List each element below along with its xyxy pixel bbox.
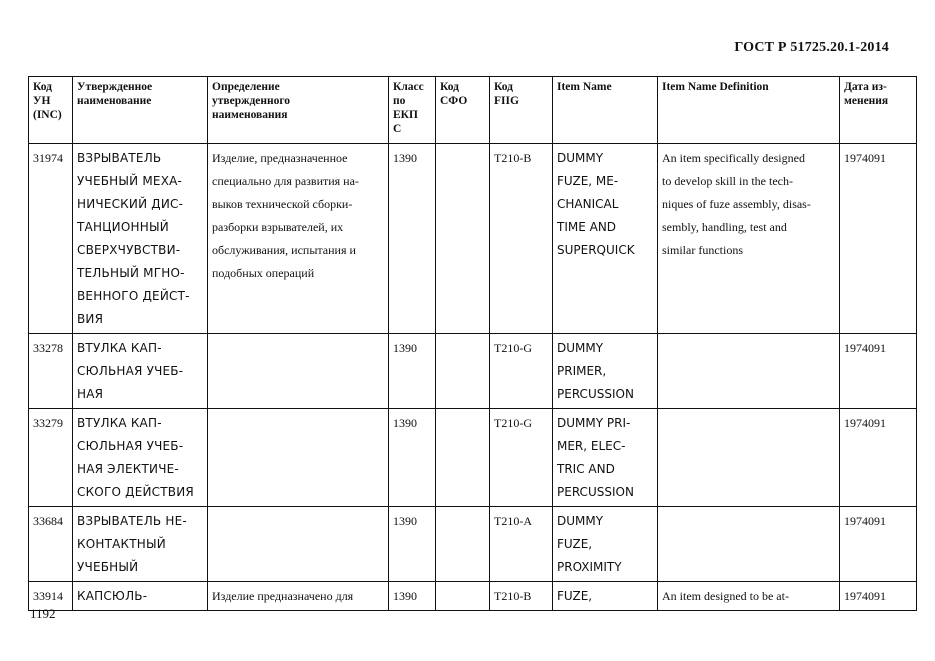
col-header-sfo: [436, 77, 490, 144]
cell-line: FUZE,: [557, 589, 593, 603]
cell-line: КАПСЮЛЬ-: [77, 589, 148, 603]
col-header-line: FIIG: [494, 95, 519, 107]
cell-line: sembly, handling, test and: [662, 220, 787, 234]
table-header-row: [29, 77, 917, 144]
cell-fiig: T210-G: [490, 334, 553, 409]
col-header-line: Определение: [212, 81, 280, 93]
cell-line: СЮЛЬНАЯ УЧЕБ-: [77, 439, 184, 453]
col-header-approved-name: [73, 77, 208, 144]
cell-line: НАЯ: [77, 387, 104, 401]
cell-class: 1390: [389, 334, 436, 409]
table-row: [29, 334, 917, 409]
cell-approved-name: [73, 507, 208, 582]
cell-change-date: 1974091: [840, 334, 917, 409]
cell-line: УЧЕБНЫЙ: [77, 560, 139, 574]
cell-line: специально для развития на-: [212, 174, 359, 188]
cell-item-name: [553, 582, 658, 611]
col-header-approved-definition: [208, 77, 389, 144]
cell-line: ВТУЛКА КАП-: [77, 416, 162, 430]
cell-fiig: T210-B: [490, 582, 553, 611]
cell-line: ВЗРЫВАТЕЛЬ: [77, 151, 162, 165]
cell-line: PERCUSSION: [557, 485, 634, 499]
cell-line: подобных операций: [212, 266, 315, 280]
col-header-line: Код: [440, 81, 460, 93]
cell-item-name: [553, 507, 658, 582]
cell-approved-definition: [208, 507, 389, 582]
cell-change-date: 1974091: [840, 582, 917, 611]
cell-approved-definition: [208, 144, 389, 334]
table-row: [29, 582, 917, 611]
cell-line: TRIC AND: [557, 462, 615, 476]
cell-line: обслуживания, испытания и: [212, 243, 356, 257]
col-header-item-definition: [658, 77, 840, 144]
cell-line: НИЧЕСКИЙ ДИС-: [77, 197, 184, 211]
cell-line: СВЕРХЧУВСТВИ-: [77, 243, 181, 257]
col-header-line: утвержденного: [212, 95, 291, 107]
cell-inc: 33684: [29, 507, 73, 582]
cell-line: CHANICAL: [557, 197, 619, 211]
cell-item-definition: [658, 334, 840, 409]
cell-line: DUMMY: [557, 514, 604, 528]
cell-line: MER, ELEC-: [557, 439, 626, 453]
cell-line: An item specifically designed: [662, 151, 805, 165]
cell-sfo: [436, 507, 490, 582]
cell-item-name: [553, 409, 658, 507]
cell-class: 1390: [389, 144, 436, 334]
cell-line: DUMMY PRI-: [557, 416, 631, 430]
cell-sfo: [436, 334, 490, 409]
col-header-line: Дата из-: [844, 81, 887, 93]
cell-line: СКОГО ДЕЙСТВИЯ: [77, 485, 194, 499]
cell-line: PERCUSSION: [557, 387, 634, 401]
cell-line: выков технической сборки-: [212, 197, 353, 211]
cell-line: Изделие предназначено для: [212, 589, 354, 603]
col-header-line: по: [393, 95, 406, 107]
col-header-line: Утвержденное: [77, 81, 153, 93]
col-header-change-date: [840, 77, 917, 144]
cell-fiig: T210-B: [490, 144, 553, 334]
col-header-fiig: [490, 77, 553, 144]
cell-item-definition: [658, 409, 840, 507]
col-header-line: менения: [844, 95, 889, 107]
cell-approved-name: [73, 334, 208, 409]
cell-line: Изделие, предназначенное: [212, 151, 348, 165]
cell-approved-name: [73, 144, 208, 334]
col-header-inc: [29, 77, 73, 144]
cell-inc: 33914: [29, 582, 73, 611]
cell-line: FUZE,: [557, 537, 593, 551]
col-header-line: наименование: [77, 95, 152, 107]
col-header-line: УН: [33, 95, 51, 107]
cell-line: to develop skill in the tech-: [662, 174, 793, 188]
cell-line: DUMMY: [557, 151, 604, 165]
page-number: 1192: [30, 606, 56, 621]
cell-line: FUZE, ME-: [557, 174, 619, 188]
cell-line: НАЯ ЭЛЕКТИЧЕ-: [77, 462, 179, 476]
cell-line: similar functions: [662, 243, 743, 257]
cell-item-definition: [658, 507, 840, 582]
table-row: [29, 144, 917, 334]
col-header-line: Код: [494, 81, 514, 93]
cell-item-definition: [658, 582, 840, 611]
cell-line: PRIMER,: [557, 364, 607, 378]
col-header-item-name: [553, 77, 658, 144]
cell-sfo: [436, 144, 490, 334]
cell-line: КОНТАКТНЫЙ: [77, 537, 166, 551]
cell-approved-name: [73, 582, 208, 611]
cell-line: ВИЯ: [77, 312, 104, 326]
cell-approved-definition: [208, 409, 389, 507]
col-header-line: ЕКП: [393, 109, 418, 121]
col-header-class: [389, 77, 436, 144]
cell-inc: 33279: [29, 409, 73, 507]
cell-fiig: T210-G: [490, 409, 553, 507]
cell-line: SUPERQUICK: [557, 243, 635, 257]
cell-fiig: T210-A: [490, 507, 553, 582]
cell-line: ТАНЦИОННЫЙ: [77, 220, 169, 234]
cell-approved-definition: [208, 582, 389, 611]
table-row: [29, 507, 917, 582]
cell-inc: 33278: [29, 334, 73, 409]
cell-approved-name: [73, 409, 208, 507]
cell-approved-definition: [208, 334, 389, 409]
cell-class: 1390: [389, 582, 436, 611]
cell-change-date: 1974091: [840, 507, 917, 582]
col-header-line: Код: [33, 81, 53, 93]
col-header-line: С: [393, 123, 402, 135]
table-row: [29, 409, 917, 507]
cell-line: разборки взрывателей, их: [212, 220, 344, 234]
document-code: ГОСТ Р 51725.20.1-2014: [734, 40, 889, 55]
cell-line: niques of fuze assembly, disas-: [662, 197, 811, 211]
cell-item-name: [553, 144, 658, 334]
cell-change-date: 1974091: [840, 409, 917, 507]
col-header-line: Item Name Definition: [662, 81, 769, 93]
cell-line: ВЗРЫВАТЕЛЬ НЕ-: [77, 514, 187, 528]
cell-line: TIME AND: [557, 220, 617, 234]
nomenclature-table: [28, 76, 917, 611]
cell-class: 1390: [389, 409, 436, 507]
cell-line: ВЕННОГО ДЕЙСТ-: [77, 289, 190, 303]
cell-class: 1390: [389, 507, 436, 582]
cell-line: PROXIMITY: [557, 560, 622, 574]
cell-inc: 31974: [29, 144, 73, 334]
cell-line: СЮЛЬНАЯ УЧЕБ-: [77, 364, 184, 378]
col-header-line: Класс: [393, 81, 424, 93]
col-header-line: наименования: [212, 109, 288, 121]
cell-line: ТЕЛЬНЫЙ МГНО-: [77, 266, 185, 280]
cell-item-name: [553, 334, 658, 409]
col-header-line: Item Name: [557, 81, 612, 93]
cell-line: УЧЕБНЫЙ МЕХА-: [77, 174, 183, 188]
cell-item-definition: [658, 144, 840, 334]
col-header-line: СФО: [440, 95, 468, 107]
cell-line: DUMMY: [557, 341, 604, 355]
cell-change-date: 1974091: [840, 144, 917, 334]
cell-line: ВТУЛКА КАП-: [77, 341, 162, 355]
col-header-line: (INC): [33, 109, 62, 121]
cell-sfo: [436, 582, 490, 611]
cell-line: An item designed to be at-: [662, 589, 789, 603]
cell-sfo: [436, 409, 490, 507]
